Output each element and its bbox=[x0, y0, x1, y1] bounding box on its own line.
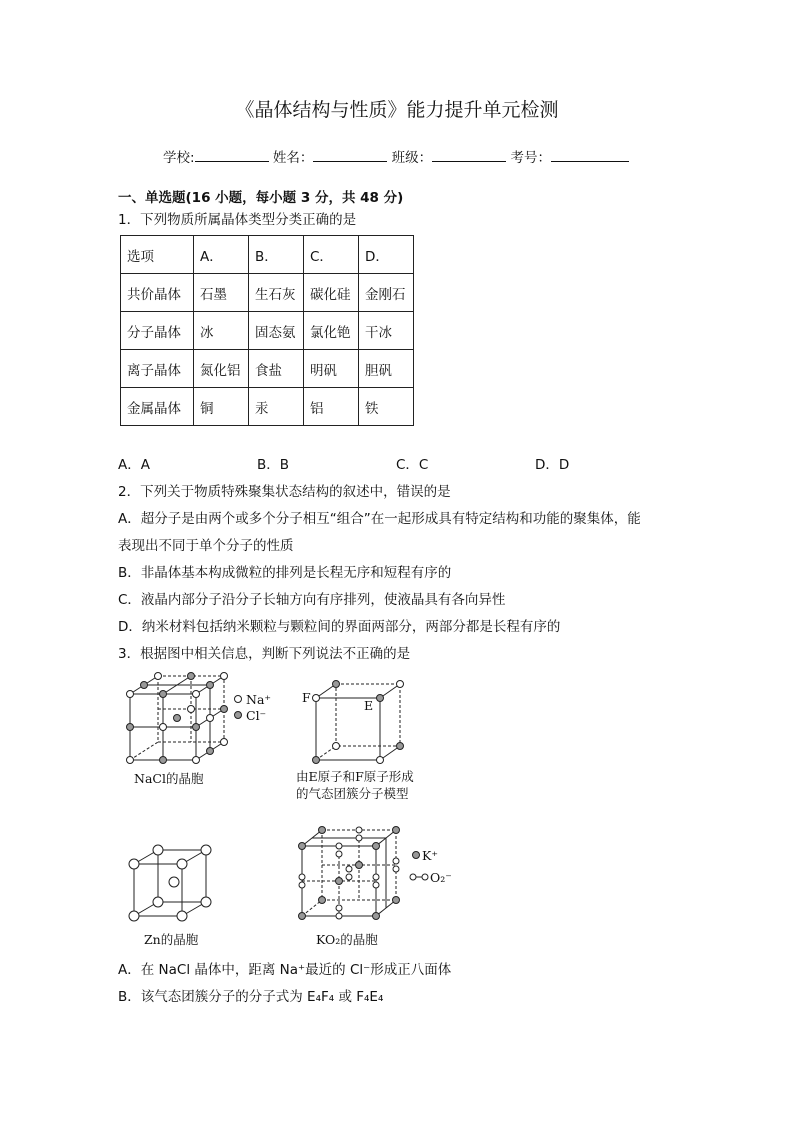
table-cell: 选项 bbox=[121, 236, 194, 274]
table-cell: 汞 bbox=[249, 388, 304, 426]
option-d[interactable]: D．D bbox=[535, 457, 570, 473]
table-cell: 铜 bbox=[194, 388, 249, 426]
question-2-stem: 2．下列关于物质特殊聚集状态结构的叙述中，错误的是 bbox=[118, 484, 451, 500]
table-cell: A． bbox=[194, 236, 249, 274]
question-2-option-d: D．纳米材料包括纳米颗粒与颗粒间的界面两部分，两部分都是长程有序的 bbox=[118, 619, 561, 635]
number-blank[interactable] bbox=[551, 147, 629, 162]
option-c[interactable]: C．C bbox=[396, 457, 429, 473]
table-cell: 共价晶体 bbox=[121, 274, 194, 312]
table-cell: 生石灰 bbox=[249, 274, 304, 312]
name-label: 姓名： bbox=[272, 150, 314, 166]
class-blank[interactable] bbox=[432, 147, 506, 162]
table-row bbox=[121, 236, 414, 274]
nacl-legend-icons bbox=[232, 692, 244, 722]
cluster-caption-1: 由E原子和F原子形成 bbox=[296, 769, 414, 784]
zn-caption: Zn的晶胞 bbox=[144, 932, 199, 947]
table-cell: 金刚石 bbox=[359, 274, 414, 312]
question-2-option-b: B．非晶体基本构成微粒的排列是长程无序和短程有序的 bbox=[118, 565, 452, 581]
table-row bbox=[121, 388, 414, 426]
ko2-unit-cell-figure bbox=[296, 824, 404, 920]
school-label: 学校: bbox=[163, 150, 195, 166]
table-cell: 明矾 bbox=[304, 350, 359, 388]
table-cell: 氯化铯 bbox=[304, 312, 359, 350]
table-cell: 冰 bbox=[194, 312, 249, 350]
nacl-caption: NaCl的晶胞 bbox=[134, 771, 204, 786]
option-a[interactable]: A．A bbox=[118, 457, 150, 473]
legend-cl: Cl⁻ bbox=[246, 708, 267, 723]
table-cell: 食盐 bbox=[249, 350, 304, 388]
table-cell: 干冰 bbox=[359, 312, 414, 350]
question-2-option-c: C．液晶内部分子沿分子长轴方向有序排列，使液晶具有各向异性 bbox=[118, 592, 506, 608]
option-b[interactable]: B．B bbox=[257, 457, 290, 473]
question-3-stem: 3．根据图中相关信息，判断下列说法不正确的是 bbox=[118, 646, 411, 662]
school-blank[interactable] bbox=[195, 147, 269, 162]
nacl-unit-cell-figure bbox=[124, 672, 236, 764]
table-cell: 石墨 bbox=[194, 274, 249, 312]
question-2-option-a: A．超分子是由两个或多个分子相互“组合”在一起形成具有特定结构和功能的聚集体，能 bbox=[118, 511, 641, 527]
legend-o2: O₂⁻ bbox=[430, 870, 452, 885]
table-row bbox=[121, 274, 414, 312]
table-cell: 氮化铝 bbox=[194, 350, 249, 388]
table-cell: D． bbox=[359, 236, 414, 274]
zn-unit-cell-figure bbox=[126, 842, 218, 922]
legend-na: Na⁺ bbox=[246, 692, 271, 707]
question-2-option-a-cont: 表现出不同于单个分子的性质 bbox=[118, 538, 294, 554]
student-info-line bbox=[163, 146, 629, 166]
ko2-caption: KO₂的晶胞 bbox=[316, 932, 378, 947]
cluster-caption-2: 的气态团簇分子模型 bbox=[296, 786, 409, 801]
table-cell: C． bbox=[304, 236, 359, 274]
question-1-table bbox=[120, 235, 414, 426]
table-cell: 分子晶体 bbox=[121, 312, 194, 350]
label-f: F bbox=[302, 690, 311, 705]
table-cell: 离子晶体 bbox=[121, 350, 194, 388]
number-label: 考号： bbox=[510, 150, 551, 166]
label-e: E bbox=[364, 698, 374, 713]
question-3-option-a: A．在 NaCl 晶体中，距离 Na⁺最近的 Cl⁻形成正八面体 bbox=[118, 962, 452, 978]
table-row bbox=[121, 312, 414, 350]
table-cell: 胆矾 bbox=[359, 350, 414, 388]
section-heading: 一、单选题(16 小题，每小题 3 分，共 48 分) bbox=[118, 190, 404, 206]
question-3-option-b: B．该气态团簇分子的分子式为 E₄F₄ 或 F₄E₄ bbox=[118, 989, 384, 1005]
table-cell: 铝 bbox=[304, 388, 359, 426]
table-row bbox=[121, 350, 414, 388]
table-cell: 金属晶体 bbox=[121, 388, 194, 426]
table-cell: B． bbox=[249, 236, 304, 274]
table-cell: 固态氨 bbox=[249, 312, 304, 350]
table-cell: 碳化硅 bbox=[304, 274, 359, 312]
page-title: 《晶体结构与性质》能力提升单元检测 bbox=[235, 99, 559, 121]
class-label: 班级： bbox=[391, 150, 433, 166]
cluster-molecule-figure bbox=[310, 680, 410, 764]
legend-k: K⁺ bbox=[422, 848, 438, 863]
table-cell: 铁 bbox=[359, 388, 414, 426]
name-blank[interactable] bbox=[313, 147, 387, 162]
question-1-stem: 1．下列物质所属晶体类型分类正确的是 bbox=[118, 212, 357, 228]
